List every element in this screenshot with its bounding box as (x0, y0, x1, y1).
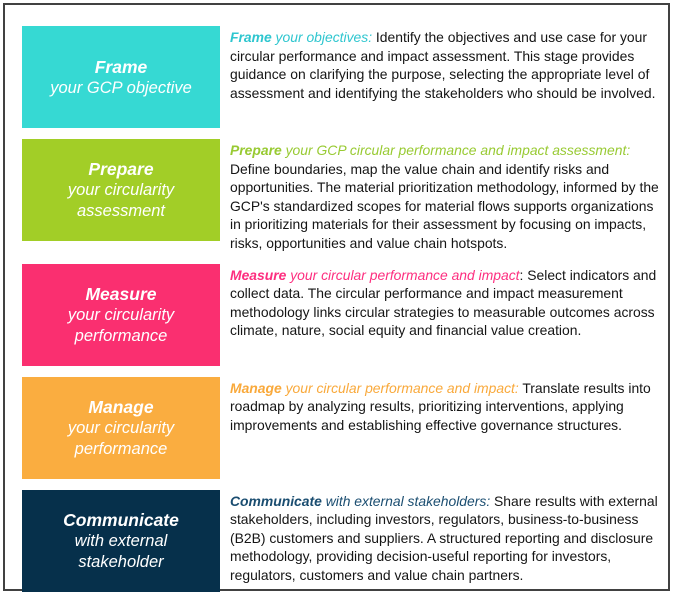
lead-phrase: your circular performance and impact: (281, 379, 519, 396)
lead-phrase: your objectives: (271, 29, 373, 45)
steps-list (22, 26, 666, 596)
body-text: Define boundaries, map the value chain and identify risks and opportunities. The material prioritization methodology, informed by the GCP's standardized scopes for material flows supports organizations in prioritizing materials for their assessment by focusing on impacts, risks, opportunities and value chain hotspots. (230, 160, 659, 251)
step-box-communicate (22, 490, 220, 592)
step-box-title: Manage (88, 396, 154, 417)
step-box-frame (22, 26, 220, 128)
step-row-manage (22, 377, 666, 479)
step-box-subtitle: your circularity assessment (67, 181, 175, 220)
step-description-manage (230, 379, 666, 435)
step-box-title: Communicate (63, 509, 179, 530)
step-box-subtitle: with external stakeholder (74, 531, 168, 571)
lead-phrase: with external stakeholders: (321, 492, 491, 509)
step-row-measure (22, 264, 666, 366)
lead-keyword: Frame (230, 29, 272, 45)
body-text: Share results with external stakeholders, including investors, regulators, business-to-business (B2B) customers and suppliers. A structured reporting and disclosure methodology, providing decision-useful reporting for investors, regulators, customers and value chain partners. (230, 492, 658, 583)
step-description-communicate (230, 492, 666, 585)
step-description-frame (230, 28, 666, 102)
step-row-frame (22, 26, 666, 128)
lead-phrase: your GCP circular performance and impact assessment: (281, 142, 631, 158)
step-row-communicate (22, 490, 666, 592)
lead-keyword: Measure (230, 266, 287, 283)
lead-phrase: your circular performance and impact (286, 266, 520, 283)
lead-keyword: Manage (230, 379, 282, 396)
body-text: Identify the objectives and use case for your circular performance and impact assessment. This stage provides guidance on clarifying the purpose, selecting the appropriate level of assessment and identifying the stakeholders who should be involved. (230, 29, 656, 101)
body-text: : Select indicators and collect data. The circular performance and impact measurement methodology links circular strategies to measurable outcomes across climate, nature, social equity and financial value creation. (230, 266, 657, 339)
step-box-title: Measure (85, 283, 157, 304)
step-box-prepare (22, 139, 220, 241)
body-text: Translate results into roadmap by analyzing results, prioritizing interventions, applying improvements and establishing effective governance structures. (230, 379, 651, 433)
step-description-prepare (230, 141, 666, 253)
step-box-title: Frame (94, 56, 148, 77)
step-box-measure (22, 264, 220, 366)
step-row-prepare (22, 139, 666, 253)
step-box-subtitle: your GCP objective (50, 78, 192, 97)
step-description-measure (230, 266, 666, 340)
lead-keyword: Prepare (230, 142, 282, 158)
lead-keyword: Communicate (230, 492, 322, 509)
step-box-subtitle: your circularity performance (67, 418, 175, 458)
step-box-manage (22, 377, 220, 479)
step-box-title: Prepare (88, 159, 154, 179)
step-box-subtitle: your circularity performance (67, 305, 175, 345)
